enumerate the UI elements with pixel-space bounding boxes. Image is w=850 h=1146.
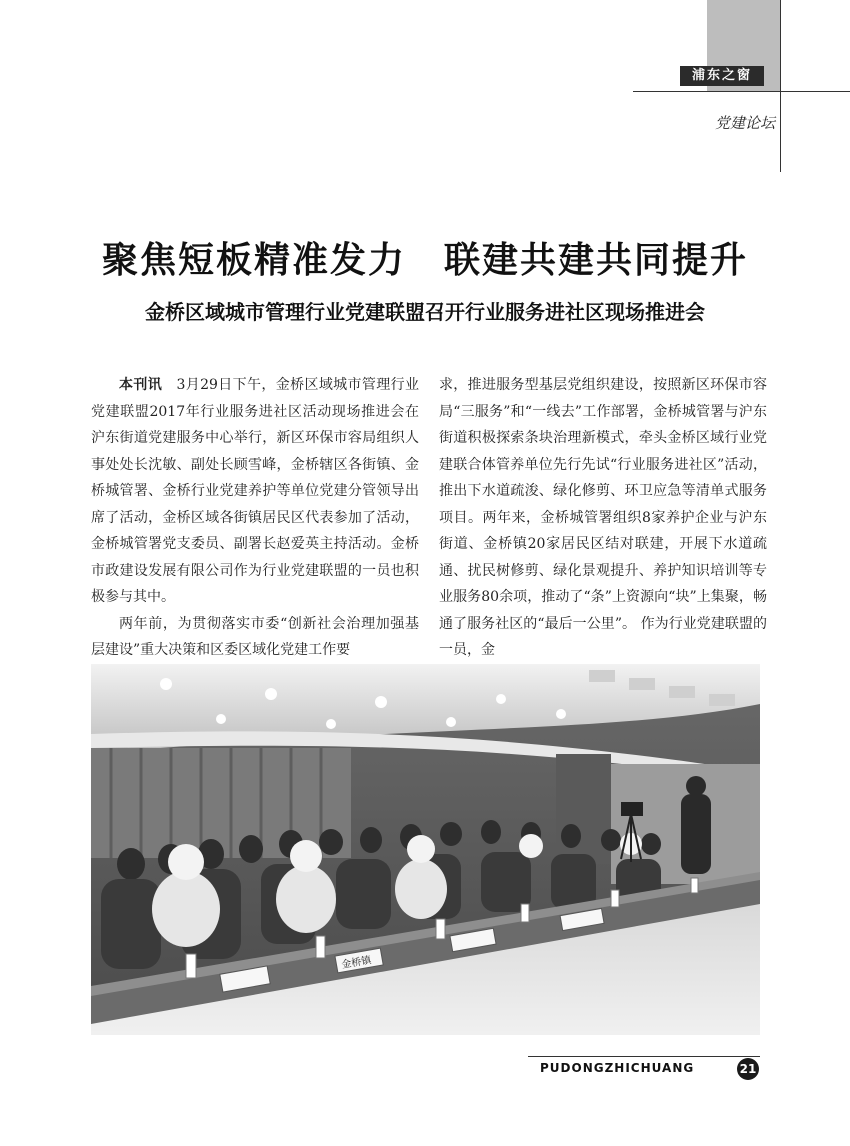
- paragraph-2: 两年前，为贯彻落实市委“创新社会治理加强基层建设”重大决策和区委区域化党建工作要: [91, 615, 419, 658]
- article-column-left: [91, 372, 419, 664]
- paragraph-1: [91, 372, 419, 611]
- header-vertical-rule: [780, 0, 781, 172]
- magazine-badge: 浦东之窗: [680, 66, 764, 86]
- name-card-text: 金桥镇: [340, 954, 373, 972]
- article-column-right: [439, 372, 767, 664]
- lead-label: 本刊讯: [119, 377, 163, 393]
- paragraph-3: 求，推进服务型基层党组织建设，按照新区环保市容局“三服务”和“一线去”工作部署，金桥城管署与沪东街道积极探索条块治理新模式，牵头金桥区域行业党建联合体管养单位先行先试“行业服务进社区”活动，推出下水道疏浚、绿化修剪、环卫应急等清单式服务项目。两年来，金桥城管署组织8家养护企业与沪东街道、金桥镇20家居民区结对联建，开展下水道疏通、扰民树修剪、绿化景观提升、养护知识培训等专业服务80余项，推动了“条”上资源向“块”上集聚，畅通了服务社区的“最后一公里”。 作为行业党建联盟的一员，金: [439, 377, 767, 658]
- page-number: 21: [737, 1058, 759, 1080]
- paragraph-1-text: 3月29日下午，金桥区域城市管理行业党建联盟2017年行业服务进社区活动现场推进会在沪东街道党建服务中心举行，新区环保市容局组织人事处处长沈敏、副处长顾雪峰，金桥辖区各街镇、金桥城管署、金桥行业党建养护等单位党建分管领导出席了活动，金桥区域各街镇居民区代表参加了活动，金桥城管署党支委员、副署长赵爱英主持活动。金桥市政建设发展有限公司作为行业党建联盟的一员也积极参与其中。: [91, 377, 420, 605]
- article-subtitle: 金桥区域城市管理行业党建联盟召开行业服务进社区现场推进会: [145, 300, 705, 324]
- footer-rule: [528, 1056, 760, 1057]
- article-title: 聚焦短板精准发力 联建共建共同提升: [101, 239, 748, 281]
- header-rule: [633, 91, 850, 92]
- section-label: 党建论坛: [714, 114, 775, 132]
- meeting-photo: [91, 664, 760, 1035]
- footer-magazine-name: PUDONGZHICHUANG: [540, 1061, 695, 1075]
